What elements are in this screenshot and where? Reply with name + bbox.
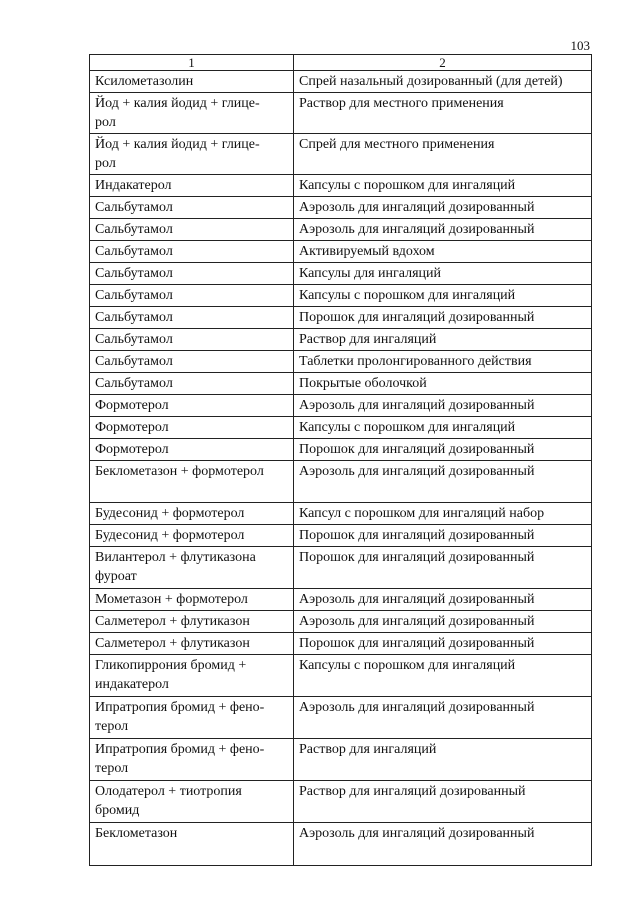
table-row [90,503,592,525]
table-row [90,373,592,395]
drug-name-cell [90,589,294,611]
table-row [90,219,592,241]
drug-name-cell [90,823,294,866]
dosage-form-cell [294,395,592,417]
dosage-form-text: Капсулы с порошком для ингаляций [299,288,516,303]
drug-name-cell [90,461,294,503]
drug-name-cell [90,655,294,697]
drug-name-text: Сальбутамол [95,376,173,391]
dosage-form-text: Порошок для ингаляций дозированный [299,528,535,543]
drug-name-cell [90,547,294,589]
drug-name-cell [90,351,294,373]
drug-name-cell [90,395,294,417]
table-row [90,611,592,633]
drug-name-cell [90,739,294,781]
dosage-form-cell [294,329,592,351]
dosage-form-text: Аэрозоль для ингаляций дозированный [299,614,535,629]
drug-name-text: Сальбутамол [95,332,173,347]
table-row [90,697,592,739]
dosage-form-cell [294,263,592,285]
dosage-form-text: Активируемый вдохом [299,244,435,259]
drug-name-text: Ипратропия бромид + фено- терол [95,700,265,734]
dosage-form-text: Порошок для ингаляций дозированный [299,310,535,325]
drug-name-cell [90,307,294,329]
drug-name-text: Сальбутамол [95,222,173,237]
dosage-form-cell [294,241,592,263]
dosage-form-text: Раствор для ингаляций дозированный [299,784,526,799]
dosage-form-cell [294,589,592,611]
page-number: 103 [570,38,590,53]
table-row [90,547,592,589]
drug-name-text: Ипратропия бромид + фено- терол [95,742,265,776]
dosage-form-text: Аэрозоль для ингаляций дозированный [299,222,535,237]
dosage-form-text: Таблетки пролонгированного действия [299,354,532,369]
table-row [90,589,592,611]
dosage-form-cell [294,823,592,866]
drug-name-text: Формотерол [95,442,169,457]
dosage-form-cell [294,93,592,134]
dosage-form-text: Раствор для местного применения [299,96,504,111]
drug-name-text: Сальбутамол [95,354,173,369]
dosage-form-cell [294,307,592,329]
table-row [90,175,592,197]
drug-name-text: Салметерол + флутиказон [95,614,250,629]
dosage-form-cell [294,417,592,439]
drug-name-cell [90,219,294,241]
table-row [90,655,592,697]
dosage-form-cell [294,197,592,219]
table-row [90,307,592,329]
drug-name-cell [90,241,294,263]
table-row [90,525,592,547]
dosage-form-text: Раствор для ингаляций [299,332,437,347]
table-row [90,823,592,866]
dosage-form-cell [294,175,592,197]
dosage-form-text: Капсул с порошком для ингаляций набор [299,506,545,521]
drug-name-text: Сальбутамол [95,288,173,303]
drug-name-cell [90,439,294,461]
dosage-form-text: Порошок для ингаляций дозированный [299,550,535,565]
table-row [90,461,592,503]
drug-name-text: Салметерол + флутиказон [95,636,250,651]
drug-name-cell [90,93,294,134]
dosage-form-cell [294,439,592,461]
drug-name-text: Олодатерол + тиотропия бромид [95,784,242,818]
drug-name-cell [90,285,294,307]
drug-name-cell [90,373,294,395]
table-row [90,93,592,134]
table-row [90,285,592,307]
dosage-form-text: Порошок для ингаляций дозированный [299,636,535,651]
dosage-form-text: Спрей для местного применения [299,137,495,152]
dosage-form-cell [294,219,592,241]
drug-name-text: Сальбутамол [95,244,173,259]
dosage-form-cell [294,781,592,823]
dosage-form-text: Аэрозоль для ингаляций дозированный [299,700,535,715]
drug-name-text: Индакатерол [95,178,172,193]
table-row [90,71,592,93]
drug-name-text: Беклометазон + формотерол [95,464,264,479]
table-row [90,263,592,285]
drug-name-text: Вилантерол + флутиказона фуроат [95,550,256,584]
drug-name-cell [90,503,294,525]
dosage-form-text: Аэрозоль для ингаляций дозированный [299,826,535,841]
dosage-form-text: Раствор для ингаляций [299,742,437,757]
dosage-form-cell [294,461,592,503]
table-row [90,439,592,461]
table-row [90,329,592,351]
drug-name-cell [90,611,294,633]
table-header-row [90,55,592,71]
drug-name-text: Будесонид + формотерол [95,506,245,521]
table-row [90,241,592,263]
drug-name-text: Формотерол [95,420,169,435]
dosage-form-text: Аэрозоль для ингаляций дозированный [299,464,535,479]
dosage-form-cell [294,697,592,739]
dosage-form-cell [294,285,592,307]
dosage-form-text: Покрытые оболочкой [299,376,427,391]
dosage-form-text: Капсулы с порошком для ингаляций [299,420,516,435]
dosage-form-cell [294,351,592,373]
drug-name-cell [90,781,294,823]
dosage-form-cell [294,134,592,175]
drug-name-cell [90,633,294,655]
drug-name-text: Формотерол [95,398,169,413]
drug-name-cell [90,417,294,439]
drug-name-text: Йод + калия йодид + глице- рол [95,137,260,171]
dosage-form-text: Капсулы с порошком для ингаляций [299,178,516,193]
drug-name-cell [90,71,294,93]
table-row [90,395,592,417]
table-row [90,739,592,781]
dosage-form-cell [294,611,592,633]
drug-name-cell [90,134,294,175]
drug-name-cell [90,329,294,351]
drug-name-text: Гликопиррония бромид + индакатерол [95,658,247,692]
drug-name-text: Сальбутамол [95,310,173,325]
dosage-form-text: Аэрозоль для ингаляций дозированный [299,200,535,215]
dosage-form-cell [294,547,592,589]
dosage-form-text: Капсулы с порошком для ингаляций [299,658,516,673]
drug-name-text: Мометазон + формотерол [95,592,248,607]
dosage-form-text: Аэрозоль для ингаляций дозированный [299,398,535,413]
dosage-form-cell [294,655,592,697]
table-row [90,351,592,373]
table-row [90,134,592,175]
drug-name-text: Ксилометазолин [95,74,194,89]
dosage-form-text: Аэрозоль для ингаляций дозированный [299,592,535,607]
dosage-form-cell [294,503,592,525]
dosage-form-cell [294,739,592,781]
drug-name-cell [90,175,294,197]
table-row [90,781,592,823]
drug-name-cell [90,525,294,547]
dosage-form-cell [294,71,592,93]
drug-name-cell [90,697,294,739]
dosage-form-text: Порошок для ингаляций дозированный [299,442,535,457]
dosage-form-cell [294,633,592,655]
dosage-form-text: Спрей назальный дозированный (для детей) [299,74,563,89]
drug-name-text: Сальбутамол [95,200,173,215]
drug-name-text: Сальбутамол [95,266,173,281]
column-header-1: 1 [90,55,294,71]
table-row [90,633,592,655]
column-header-2: 2 [294,55,592,71]
drug-name-text: Беклометазон [95,826,178,841]
drug-name-text: Будесонид + формотерол [95,528,245,543]
table-row [90,417,592,439]
drug-name-cell [90,263,294,285]
drug-forms-table [89,54,592,866]
drug-name-cell [90,197,294,219]
table-row [90,197,592,219]
dosage-form-cell [294,373,592,395]
drug-name-text: Йод + калия йодид + глице- рол [95,96,260,130]
dosage-form-cell [294,525,592,547]
dosage-form-text: Капсулы для ингаляций [299,266,441,281]
